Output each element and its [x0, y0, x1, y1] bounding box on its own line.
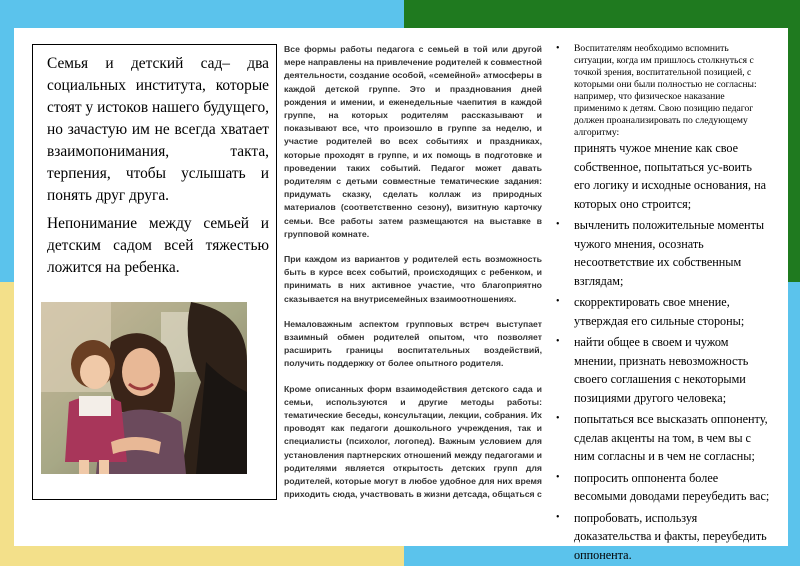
family-photo-illustration [41, 302, 247, 474]
methods-text [284, 43, 542, 502]
family-photo [41, 302, 247, 474]
list-item-text: попросить оппонента более весомыми доводами переубедить вас; [574, 470, 770, 503]
bullet-icon: • [556, 336, 560, 347]
list-item [552, 410, 770, 466]
list-item-text: попытаться все высказать оппоненту, сделав акценты на том, в чем вы с ним согласны и в чем не согласны; [574, 412, 768, 463]
bullet-icon: • [556, 413, 560, 424]
frame-left-top-bar [0, 0, 14, 282]
list-item-text: вычленить положительные моменты чужого мнения, осознать несоответствие их собственным взглядам; [574, 218, 765, 288]
list-item [552, 43, 770, 213]
list-item [552, 333, 770, 407]
list-item [552, 216, 770, 290]
list-item [552, 293, 770, 330]
list-item-text: найти общее в своем и чужом мнении, признать невозможность своего соглашения с некоторыми позициями другого человека; [574, 335, 749, 405]
methods-paragraph-4: Кроме описанных форм взаимодействия детского сада и семьи, используются и другие методы работы: тематические беседы, консультации, лекции, собрания. Их проводят как педагоги дошкольного учреждения, так и специалисты (психолог, логопед). Важным условием для установления партнерских отношений между педагогами и родителями является открытость детских групп для родителей, которые могут в любое удобное для них время приходить сюда, участвовать в жизни детсада, общаться с [284, 383, 542, 500]
intro-text [47, 53, 269, 285]
list-item [552, 509, 770, 565]
intro-paragraph-2: Непонимание между семьей и детским садом всей тяжестью ложится на ребенка. [47, 215, 269, 276]
list-item-text: скорректировать свое мнение, утверждая его сильные стороны; [574, 295, 745, 328]
frame-bottom-left-bar [0, 546, 404, 566]
methods-paragraph-2: При каждом из вариантов у родителей есть возможность быть в курсе всех событий, происходящих с ребенком, и принимать в них активное участие, что благоприятно сказывается на внутрисемейных взаимоотношениях. [284, 254, 542, 304]
frame-top-right-bar [404, 0, 800, 28]
frame-right-green-bar [788, 0, 800, 282]
bullet-icon: • [556, 471, 560, 483]
bullet-icon: • [556, 43, 560, 54]
frame-left-bottom-bar [0, 282, 14, 566]
list-item-text: попробовать, используя доказательства и факты, переубедить оппонента. [574, 510, 767, 562]
bullet-icon: • [556, 296, 560, 307]
bullet-icon: • [556, 511, 560, 523]
list-item [552, 469, 770, 506]
methods-paragraph-1: Все формы работы педагога с семьей в той или другой мере направлены на привлечение родителей к совместной деятельности, создание особой, «семейной» атмосферы в каждой детской группе. Это и празднования дней рождения и имении, и еженедельные чаепития в каждой группе, на которых родителям рассказывают и показывают все, что произошло в группе за неделю, и участие родителей во всех событиях и праздниках, которые проходят в группе, и их помощь в подготовке и проведении таких событий. Педагог может давать родителям с детьми совместные тематические задания: придумать сказку, сделать коллаж из природных материалов (соответственно сезону), визитную карточку семьи. Все работы затем размещаются на выставке в групповой комнате. [284, 44, 542, 239]
list-item-text: принять чужое мнение как свое собственное, попытаться ус-воить его логику и исходные основания, на которых оно строится; [574, 141, 767, 211]
list-item-intro: Воспитателям необходимо вспомнить ситуации, когда им пришлось столкнуться с точкой зрения, воспитательной позицией, с которыми они были полностью не согласны: например, что физическое наказание применимо к детям. Свою позицию педагог должен проанализировать по следующему алгоритму: [574, 43, 757, 138]
frame-top-left-bar [0, 0, 404, 28]
bullet-icon: • [556, 219, 560, 230]
methods-paragraph-3: Немаловажным аспектом групповых встреч выступает взаимный обмен родителей опытом, что позволяет расширить границы воспитательных воздействий, получить поддержку от более опытного родителя. [284, 318, 542, 369]
intro-paragraph-1: Семья и детский сад– два социальных института, которые стоят у истоков нашего будущего, но зачастую им не всегда хватает взаимопонимания, такта, терпения, чтобы услышать и понять друг друга. [47, 55, 269, 204]
algorithm-list [552, 43, 770, 564]
